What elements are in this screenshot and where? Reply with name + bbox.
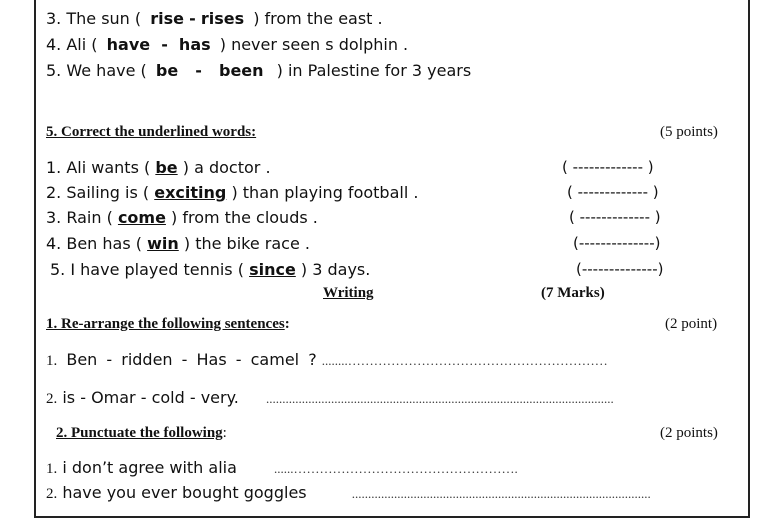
verb-question-3: 3. The sun ( rise - rises ) from the east . [46,9,383,28]
correct-item-5: 5. I have played tennis ( since ) 3 days. [50,260,371,279]
section-title-correct: 5. Correct the underlined words: [46,124,257,140]
answer-blank-4[interactable]: (--------------) [573,234,661,252]
section-title-rearrange: 1. Re-arrange the following sentences: [46,316,290,332]
answer-line-1[interactable]: ........…………………………………………………… [321,353,608,368]
answer-blank-1[interactable]: ( ------------- ) [562,158,654,176]
rearrange-item-2: 2. is - Omar - cold - very. ........................................................................................................... [46,388,614,407]
verb-question-4: 4. Ali ( have - has ) never seen s dolphin . [46,35,409,54]
correct-item-2: 2. Sailing is ( exciting ) than playing football . [46,183,419,202]
answer-blank-3[interactable]: ( ------------- ) [569,208,661,226]
verb-question-5: 5. We have ( be - been ) in Palestine for 3 years [46,61,472,80]
correct-item-1: 1. Ali wants ( be ) a doctor . [46,158,271,177]
punctuate-item-1: 1. i don’t agree with alia ......……………………………………………. [46,458,518,477]
section-title-punctuate: 2. Punctuate the following: [56,425,227,441]
answer-blank-2[interactable]: ( ------------- ) [567,183,659,201]
punctuate-item-2: 2. have you ever bought goggles ............................................................................................ [46,483,651,502]
rearrange-item-1: 1. Ben - ridden - Has - camel ? ........…………………………………………………… [46,350,608,369]
writing-heading: Writing [323,285,374,301]
answer-line-3[interactable]: ......……………………………………………. [274,461,518,476]
answer-line-4[interactable]: ............................................................................................ [351,486,651,501]
points-correct: (5 points) [660,124,718,140]
points-rearrange: (2 point) [665,316,718,332]
points-punctuate: (2 points) [660,425,718,441]
correct-item-3: 3. Rain ( come ) from the clouds . [46,208,318,227]
correct-item-4: 4. Ben has ( win ) the bike race . [46,234,310,253]
answer-blank-5[interactable]: (--------------) [576,260,664,278]
answer-line-2[interactable]: ........................................................................................................... [265,391,614,406]
writing-marks: (7 Marks) [541,285,605,301]
